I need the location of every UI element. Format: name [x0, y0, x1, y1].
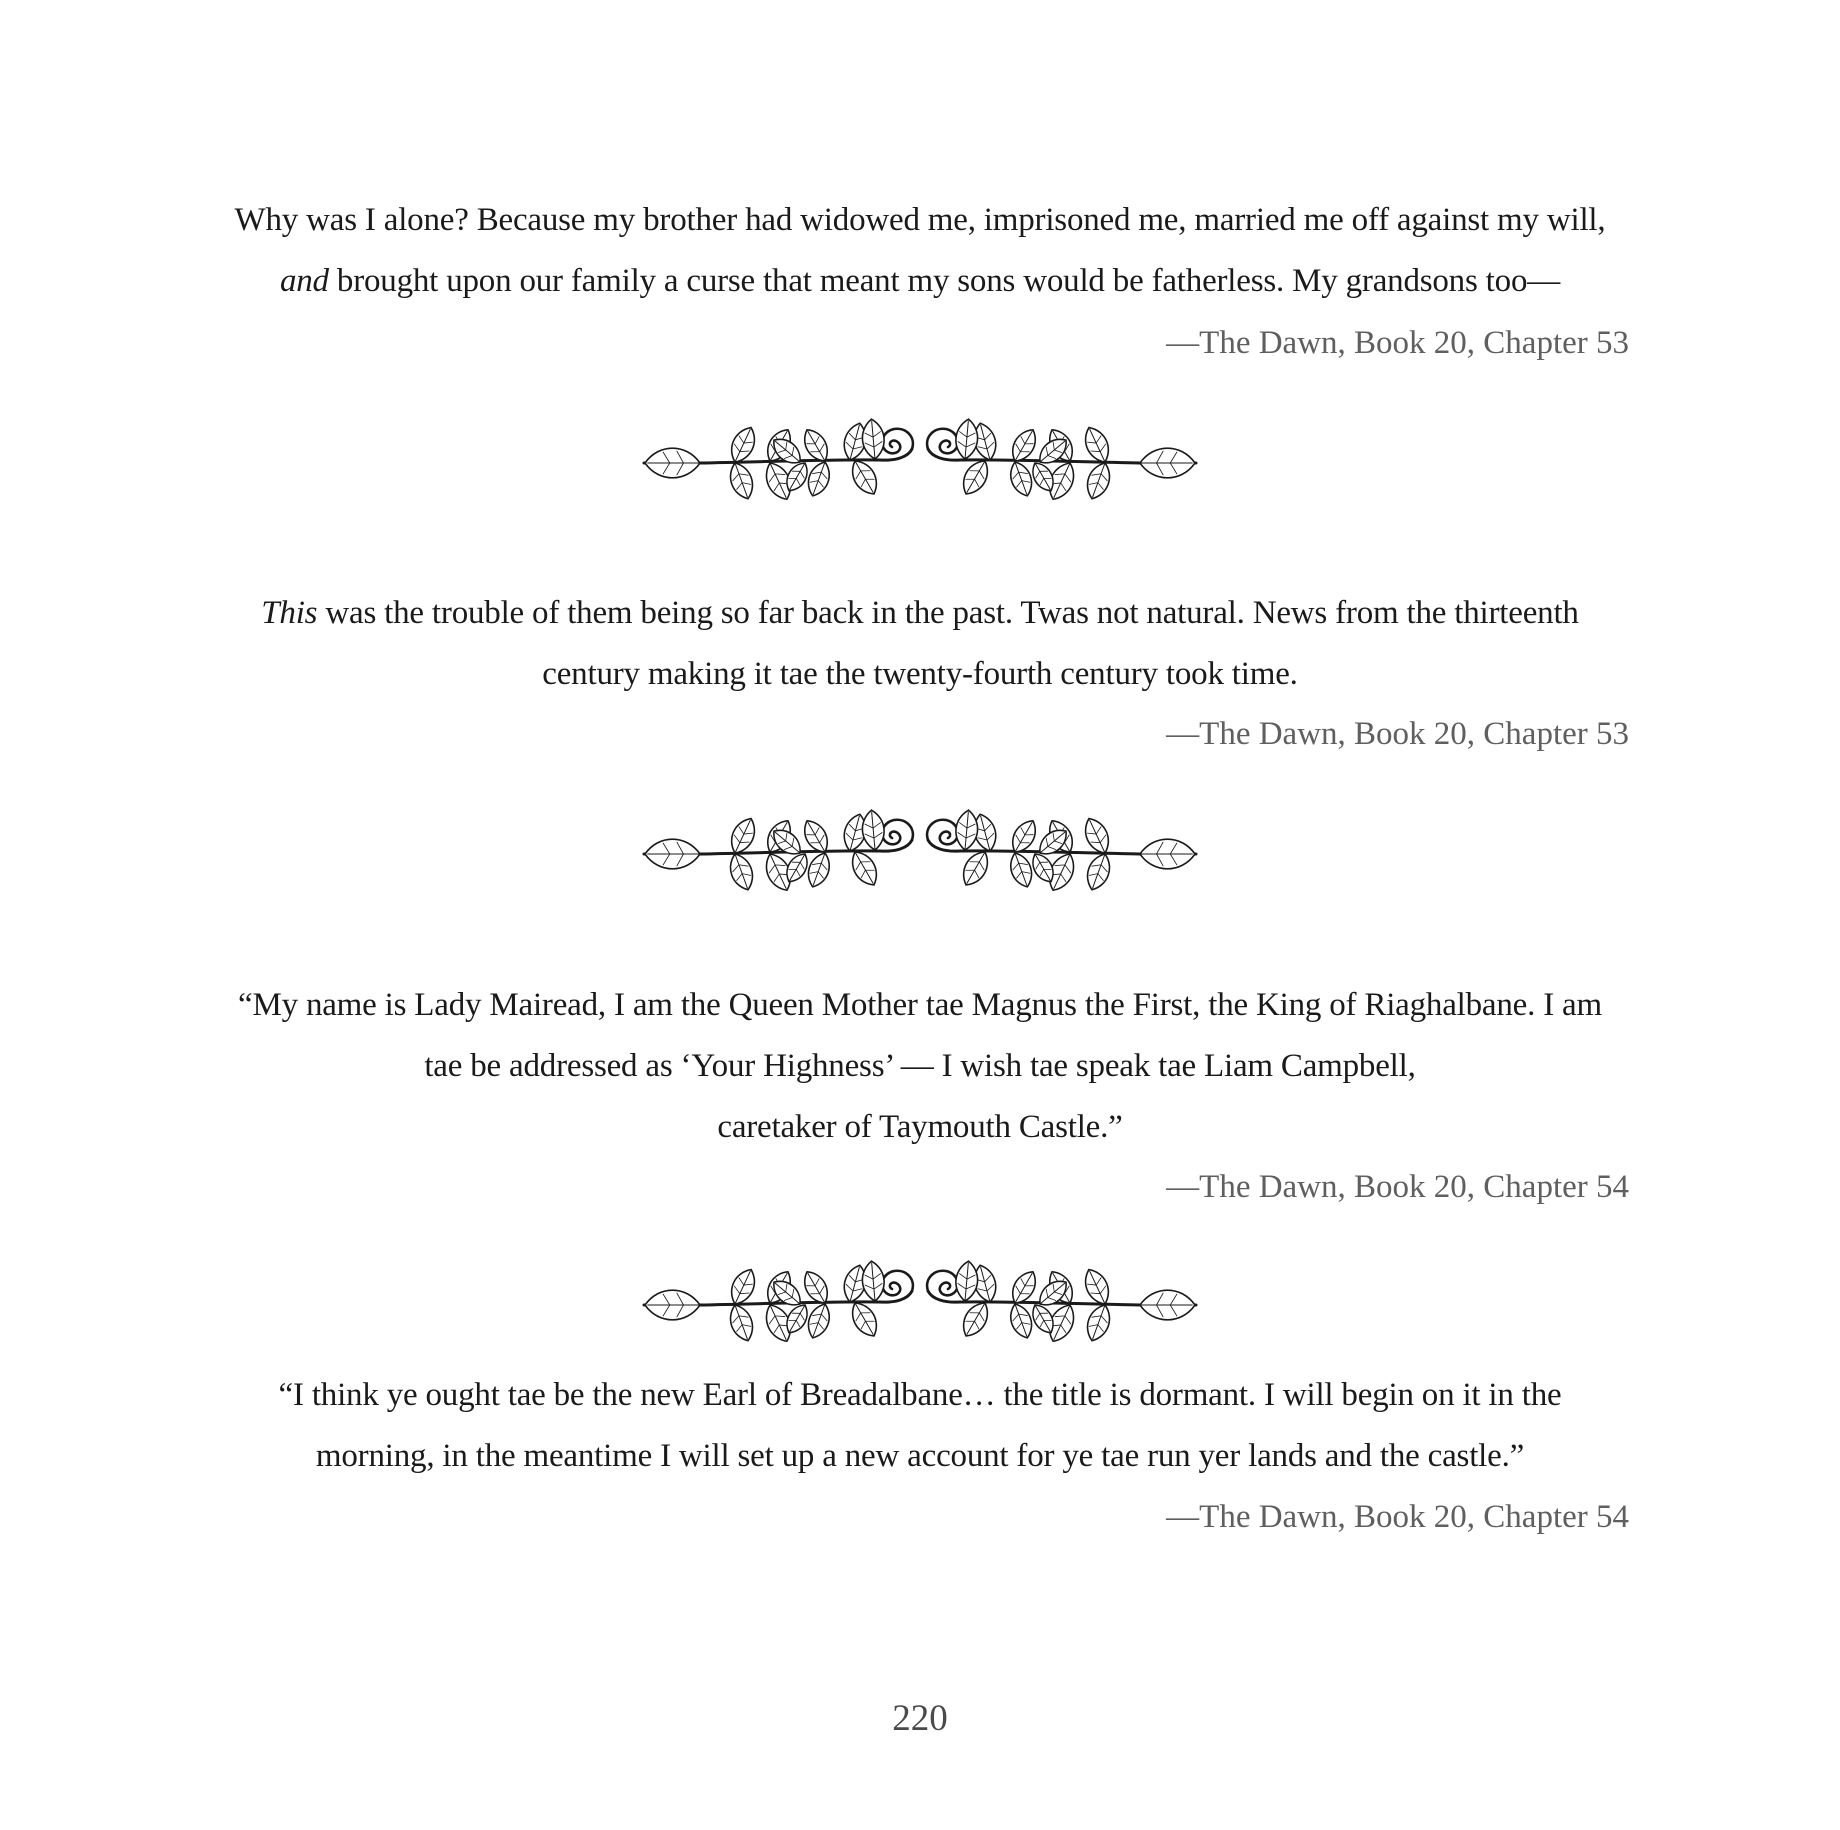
quote-line: tae be addressed as ‘Your Highness’ — I wish tae speak tae Liam Campbell,	[424, 1048, 1416, 1084]
quote-line-text: was the trouble of them being so far back in the past. Twas not natural. News from the thirteenth	[317, 595, 1579, 631]
quote-line: caretaker of Taymouth Castle.”	[717, 1109, 1123, 1145]
quote-line: “I think ye ought tae be the new Earl of Breadalbane… the title is dormant. I will begin on it in the	[278, 1377, 1562, 1413]
emphasis-text: This	[261, 595, 318, 631]
citation: —The Dawn, Book 20, Chapter 53	[1166, 325, 1629, 361]
quote-block-4	[0, 1365, 1840, 1487]
leafy-vine-divider-icon	[640, 788, 1200, 898]
quote-block-3	[0, 975, 1840, 1158]
citation: —The Dawn, Book 20, Chapter 54	[1166, 1169, 1629, 1205]
citation: —The Dawn, Book 20, Chapter 54	[1166, 1499, 1629, 1535]
quote-line-text: brought upon our family a curse that meant my sons would be fatherless. My grandsons too—	[328, 263, 1561, 299]
emphasis-text: and	[279, 263, 329, 299]
quote-line: century making it tae the twenty-fourth century took time.	[542, 656, 1298, 692]
citation: —The Dawn, Book 20, Chapter 53	[1166, 716, 1629, 752]
page-number: 220	[892, 1698, 948, 1739]
leafy-vine-divider-icon	[640, 1239, 1200, 1349]
quote-line	[0, 583, 1840, 644]
quote-line: morning, in the meantime I will set up a new account for ye tae run yer lands and the castle.”	[315, 1438, 1525, 1474]
quote-line	[0, 251, 1840, 312]
quote-block-2	[0, 583, 1840, 705]
quote-block-1	[0, 190, 1840, 312]
quote-line: Why was I alone? Because my brother had widowed me, imprisoned me, married me off against my will,	[234, 202, 1606, 238]
leafy-vine-divider-icon	[640, 397, 1200, 507]
quote-line: “My name is Lady Mairead, I am the Queen Mother tae Magnus the First, the King of Riaghalbane. I am	[238, 987, 1602, 1023]
